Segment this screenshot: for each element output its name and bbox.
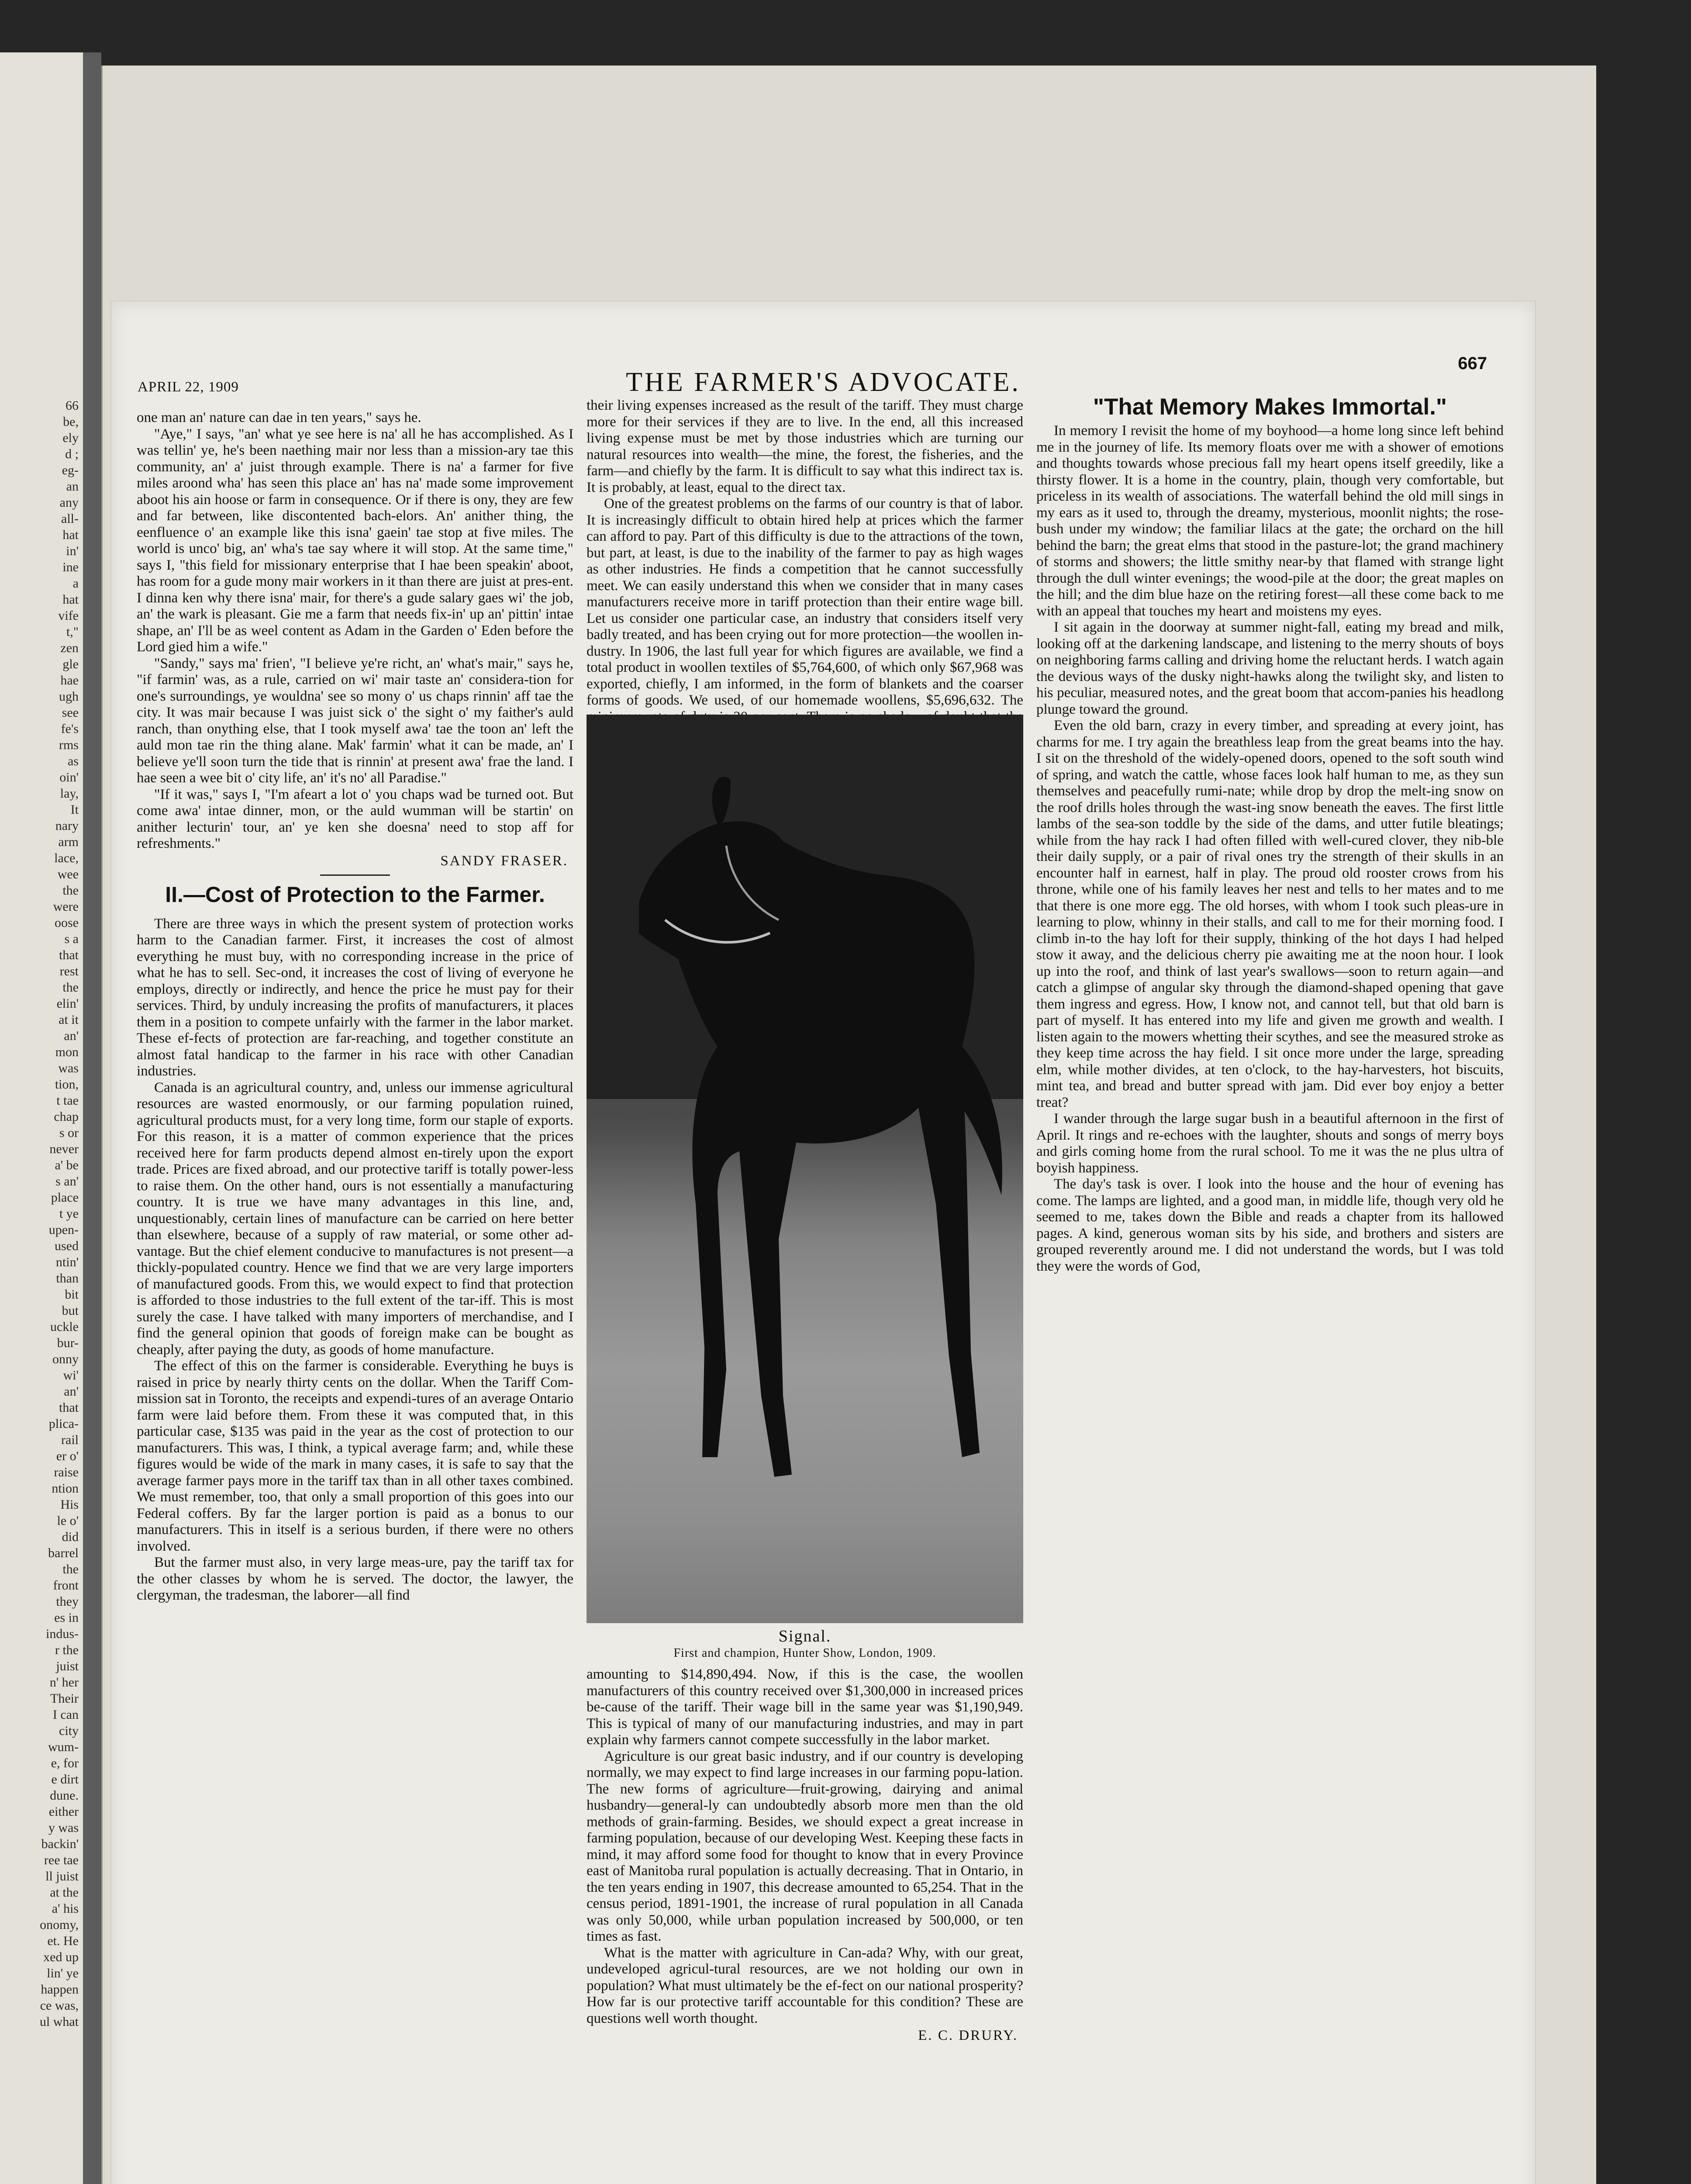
paragraph: amounting to $14,890,494. Now, if this is the case, the woollen manufacturers of this country received over $1,300,000 in increased prices be-cause of the tariff. Their wage bill in the same year was $1,190,949. This is typical of many of our manufacturing industries, and may in part explain why farmers cannot compete successfully in the labor market. [587, 1666, 1023, 1748]
horse-photograph [587, 715, 1023, 1623]
left-page-text-fragment: ntin' [55, 1255, 79, 1269]
left-page-text-fragment: see [62, 705, 79, 720]
left-page-text-fragment: either [48, 1804, 79, 1819]
left-page-text-fragment: all- [61, 511, 79, 526]
left-page-text-fragment: onomy, [40, 1918, 79, 1932]
paragraph: I wander through the large sugar bush in a beautiful afternoon in the first of April. It rings and re-echoes with the laughter, shouts and songs of merry boys and girls coming home from the rural school. To me it was the ne plus ultra of boyish happiness. [1036, 1111, 1504, 1176]
paragraph: Even the old barn, crazy in every timber, and spreading at every joint, has charms for me. I try again the breathless leap from the great beams into the hay. I sit on the threshold of the widely-opened doors, opened to the soft south wind of spring, and watch the cattle, whose faces look half human to me, as they sun themselves and peacefully rumi-nate; while drop by drop the melt-ing snow on the roof drills holes through the wast-ing snow beneath the eaves. The first little lambs of the sea-son toddle by the side of the dams, and utter futile bleatings; while from the hay rack I had often filled with well-cured clover, they nib-ble their daily supply, or a pair of rival ones try the strength of their skulls in an encounter half in earnest, half in play. The proud old rooster crows from his throne, while one of his family leaves her nest and tells to her mates and to me that there is one more egg. The old horses, with whom I took such pleas-ure in learning to plow, whinny in their stalls, and call to me for their morning food. I climb in-to the hay loft for their supply, thinking of the hot days I had helped stow it away, and the delicious cherry pie awaiting me at the noon hour. I look up into the roof, and think of last year's swallows—soon to return again—and catch a glimpse of angular sky through the diamond-shaped opening that gave them ingress and egress. How, I know not, and cannot tell, but that old barn is part of myself. It has entered into my life and given me growth and wealth. I listen again to the mowers whetting their scythes, and see the measured stroke as they keep time across the hay field. I sit once more under the large, spreading elm, while mother divides, at ten o'clock, to the hay-harvesters, hot biscuits, mint tea, and bread and butter spread with jam. Did ever boy enjoy a better treat? [1036, 718, 1504, 1110]
left-page-text-fragment: a' be [55, 1158, 79, 1172]
issue-date: APRIL 22, 1909 [138, 379, 239, 395]
left-page-text-fragment: were [53, 899, 79, 914]
left-page-text-fragment: the [62, 980, 79, 995]
left-page-text-fragment: wi' [63, 1368, 79, 1382]
left-page-text-fragment: rest [59, 964, 79, 978]
left-page-text-fragment: plica- [48, 1417, 79, 1431]
paragraph: One of the greatest problems on the farms of our country is that of labor. It is increasingly difficult to obtain hired help at prices which the farmer can afford to pay. Part of this difficulty is due to the attractions of the town, but part, at least, is due to the inability of the farmer to pay as high wages as other industries. He finds a competition that he cannot successfully meet. We can easily understand this when we consider that in many cases manufacturers receive more in tariff protection than their entire wage bill. Let us consider one particular case, an industry that considers itself very badly treated, and has been crying out for more protection—the woollen in-dustry. In 1906, the last full year for which figures are available, we find a total product in woollen textiles of $5,764,600, of which only $67,968 was exported, chiefly, I am informed, in the form of blankets and the coarser forms of goods. We used, of our homemade woollens, $5,696,632. The [587, 496, 1023, 708]
left-page-text-fragment: It [70, 802, 79, 817]
section-divider [320, 874, 390, 876]
publication-title: THE FARMER'S ADVOCATE. [626, 367, 1021, 397]
left-page-text-fragment: they [56, 1594, 79, 1609]
left-page-text-fragment: an' [64, 1029, 79, 1043]
left-page-text-fragment: ely [62, 431, 79, 445]
left-page-text-fragment: 66 [66, 398, 79, 413]
left-page-text-fragment: at it [59, 1013, 79, 1027]
left-page-text-fragment: e, for [51, 1756, 79, 1770]
author-signature: SANDY FRASER. [440, 853, 568, 869]
left-page-text-fragment: ine [62, 560, 79, 574]
left-page-text-fragment: that [59, 948, 79, 962]
left-page-text-fragment: backin' [41, 1837, 79, 1851]
left-page-text-fragment: arm [58, 835, 79, 849]
left-page-text-fragment: an' [64, 1384, 79, 1399]
left-page-text-fragment: n' her [49, 1675, 79, 1690]
left-page-text-fragment: His [60, 1497, 79, 1512]
paragraph: What is the matter with agriculture in Can-ada? Why, with our great, undeveloped agricul-tural resources, are we not holding our own in population? What must ultimately be the ef-fect on our national prosperity? How far is our protective tariff accountable for this condition? These are questions well worth thought. [587, 1945, 1023, 2026]
left-page-text-fragment: as [68, 754, 79, 768]
left-page-text-fragment: chap [54, 1109, 79, 1124]
left-page-text-fragment: at the [50, 1885, 79, 1900]
article-heading: "That Memory Makes Immortal." [1093, 394, 1447, 420]
left-page-text-fragment: xed up [43, 1950, 79, 1964]
left-page-text-fragment: elin' [56, 996, 79, 1011]
left-page-text-fragment: ugh [59, 689, 79, 704]
left-page-text-fragment: ce was, [40, 1998, 79, 2013]
left-page-text-fragment: any [59, 495, 79, 510]
left-page-text-fragment: wum- [48, 1740, 79, 1754]
left-page-text-fragment: hat [62, 528, 79, 542]
left-page-text-fragment: ntion [52, 1481, 79, 1496]
left-page-edge [0, 52, 83, 2184]
left-page-text-fragment: city [59, 1724, 79, 1738]
left-page-text-fragment: s or [59, 1126, 79, 1140]
left-page-text-fragment: t ye [59, 1206, 79, 1221]
left-page-text-fragment: onny [52, 1352, 79, 1366]
left-page-text-fragment: lace, [54, 851, 79, 865]
left-page-text-fragment: d ; [65, 447, 79, 461]
left-page-text-fragment: oin' [59, 770, 79, 784]
left-page-text-fragment: dune. [50, 1788, 79, 1803]
paragraph: Canada is an agricultural country, and, unless our immense agricultural resources are wasted enormously, or our farming population ruined, agricultural products must, for a very long time, form our staple of exports. For this reason, it is a matter of common experience that the prices received here for farm products depend almost en-tirely upon the export trade. Prices are fixed abroad, and our protective tariff is totally power-less to raise them. On the other hand, ours is not essentially a manufacturing country. It is true we have many advantages in this line, and, unquestionably, certain lines of manufacture can be carried on here better than elsewhere, because of a supply of raw material, or some other ad-vantage. But the chief element conducive to manufactures is not present—a thickly-populated country. Hence we find that we are very large importers of manufactured goods. From this, we would expect to find that protection is afforded to those industries to the full extent of the tar-iff. This is most surely the case. I have talked with many importers of merchandise, and I find the general opinion that goods of foreign make can be bought as cheaply, after paying the duty, as goods of home manufacture. [137, 1079, 573, 1358]
left-page-text-fragment: Their [50, 1691, 79, 1706]
column-middle-bottom [587, 1666, 1023, 2184]
left-page-text-fragment: s a [64, 932, 79, 946]
left-page-text-fragment: mon [55, 1045, 79, 1059]
left-page-text-fragment: hae [60, 673, 79, 688]
paragraph: In memory I revisit the home of my boyhood—a home long since left behind me in the journey of life. Its memory floats over me with a shower of emotions and thoughts towards whose precious fall my heart opens itself greedily, like a thirsty flower. It is a home in the country, plain, though very comfortable, but priceless in its wealth of associations. The waterfall behind the old mill sings in my ears as it used to, through the dreamy, mysterious, moonlit nights; the rose-bush under my window; the familiar lilacs at the gate; the orchard on the hill behind the barn; the great elms that stood in the pasture-lot; the grand machinery of storms and showers; the little smithy near-by that flamed with strange light through the dull winter evenings; the wood-pile at the door; the great maples on the hill; and the dim blue haze on the retiring forest—all these come back to me with an appeal that touches my heart and moistens my eyes. [1036, 423, 1504, 619]
left-page-text-fragment: bit [65, 1287, 79, 1302]
column-middle-top [587, 397, 1023, 710]
left-page-text-fragment: rms [59, 738, 79, 752]
paragraph: one man an' nature can dae in ten years," says he. [137, 410, 421, 425]
left-page-text-fragment: es in [54, 1610, 79, 1625]
left-page-text-fragment: upen- [48, 1223, 79, 1237]
left-page-text-fragment: rail [61, 1433, 79, 1447]
left-page-text-fragment: the [62, 883, 79, 898]
left-page-text-fragment: than [56, 1271, 79, 1286]
left-page-text-fragment: hat [62, 592, 79, 607]
paragraph: "If it was," says I, "I'm afeart a lot o' you chaps wad be turned oot. But come awa' intae dinner, mon, or the auld wumman will be startin' on anither lecturin' tour, an' ye ken she doesna' need to stop aff for refreshments." [137, 786, 573, 851]
left-page-text-fragment: oose [55, 916, 79, 930]
left-page-text-fragment: an [66, 479, 79, 494]
paragraph: There are three ways in which the present system of protection works harm to the Canadian farmer. First, it increases the cost of almost everything he must buy, with no corresponding increase in the price of what he has to sell. Sec-ond, it increases the cost of living of everyone he employs, directly or indirectly, and hence the price he must pay for their services. Third, by unduly increasing the profits of manufacturers, it places them in a position to compete unfairly with the farmer in the labor market. These ef-fects of protection are far-reaching, and together constitute an almost fatal handicap to the farmer in his race with other Canadian industries. [137, 916, 573, 1079]
left-page-text-fragment: did [62, 1530, 79, 1544]
left-page-text-fragment: was [58, 1061, 79, 1075]
left-page-text-fragment: that [59, 1400, 79, 1415]
left-page-text-fragment: be, [63, 415, 79, 429]
left-page-text-fragment: indus- [46, 1627, 79, 1641]
left-page-text-fragment: never [49, 1142, 79, 1156]
left-page-text-fragment: a [72, 576, 79, 591]
horse-illustration [587, 715, 1023, 1623]
left-page-text-fragment: le o' [57, 1514, 79, 1528]
paragraph: Agriculture is our great basic industry, and if our country is developing normally, we may expect to find large increases in our farming popu-lation. The new forms of agriculture—fruit-growing, dairying and animal husbandry—general-ly can undoubtedly absorb more men than the old methods of grain-farming. Besides, we should expect a great increase in farming population, because of our developing West. Keeping these facts in mind, it may afford some food for thought to know that in every Province east of Manitoba rural population is actually decreasing. That in Ontario, in the ten years ending in 1907, this decrease amounted to 65,254. That in the census period, 1891-1901, the increase of rural population in all Canada was only 50,000, while urban population increased by 500,000, or ten times as fast. [587, 1748, 1023, 1944]
left-page-text-fragment: front [53, 1578, 79, 1593]
column-right [1036, 394, 1504, 2184]
author-signature: E. C. DRURY. [918, 2028, 1018, 2043]
newspaper-page [111, 301, 1535, 2184]
left-page-text-fragment: ree tae [44, 1853, 79, 1867]
left-page-text-fragment: a' his [52, 1901, 79, 1916]
left-page-text-fragment: place [51, 1190, 79, 1205]
paragraph: The effect of this on the farmer is considerable. Everything he buys is raised in price by nearly thirty cents on the dollar. When the Tariff Com-mission sat in Toronto, the receipts and expendi-tures of an average Ontario farm were laid before them. From these it was computed that, in this particular case, $135 was paid in the year as the cost of protection to our manufacturers. This was, I think, a typical average farm; and, while these figures would be wide of the mark in many cases, it is safe to say that the average farmer pays more in the tariff tax than in all other taxes combined. We must remember, too, that only a small proportion of this goes into our Federal coffers. By far the larger portion is paid as a bonus to our manufacturers. This in itself is a serious burden, if there were no others involved. [137, 1358, 573, 1554]
left-page-text-fragment: I can [52, 1707, 79, 1722]
left-page-text-fragment: but [62, 1303, 79, 1318]
left-page-text-fragment: happen [41, 1982, 79, 1997]
left-page-text-fragment: uckle [50, 1320, 79, 1334]
left-page-text-fragment: barrel [48, 1546, 79, 1560]
paragraph: I sit again in the doorway at summer night-fall, eating my bread and milk, looking off at the darkening landscape, and listening to the merry shouts of boys on neighboring farms calling and driving home the reluctant herds. I watch again the devious ways of the dusky night-hawks along the twilight sky, and listen to his peculiar, measured notes, and the great boom that accom-panies his headlong plunge toward the ground. [1036, 619, 1504, 717]
left-page-text-fragment: wee [57, 867, 79, 881]
column-left [137, 410, 573, 2184]
left-page-text-fragment: ll juist [45, 1869, 79, 1883]
left-page-text-fragment: ul what [39, 2015, 79, 2029]
paragraph: The day's task is over. I look into the house and the hour of evening has come. The lamps are lighted, and a good man, in middle life, though very old he seemed to me, takes down the Bible and reads a chapter from its hallowed pages. A kind, generous woman sits by his side, and brothers and sisters are grouped reverently around me. I did not understand the words, but I was told they were the words of God, [1036, 1176, 1504, 1274]
photo-caption: First and champion, Hunter Show, London, 1909. [673, 1646, 936, 1660]
left-page-text-fragment: er o' [56, 1449, 79, 1463]
page-gutter [83, 52, 101, 2184]
paragraph: their living expenses increased as the result of the tariff. They must charge more for their services if they are to live. In the end, all this increased living expense must be met by those industries which are turning our natural resources into wealth—the mine, the forest, the fisheries, and the farm—and chiefly by the farm. It is difficult to say what this indirect tax is. It is probably, at least, equal to the direct tax. [587, 397, 1023, 495]
left-page-text-fragment: used [55, 1239, 79, 1253]
paragraph: But the farmer must also, in very large meas-ure, pay the tariff tax for the other classes by whom he is served. The doctor, the lawyer, the clergyman, the tradesman, the laborer—all find [137, 1555, 573, 1603]
left-page-text-fragment: lin' ye [47, 1966, 79, 1980]
photo-caption-title: Signal. [778, 1627, 832, 1645]
left-page-text-fragment: bur- [57, 1336, 79, 1350]
page-number: 667 [1458, 354, 1487, 373]
left-page-text-fragment: t," [66, 625, 79, 639]
paragraph: "Aye," I says, "an' what ye see here is na' all he has accomplished. As I was tellin' ye, he's been naething mair nor less than a mission-ary tae this community, an' a' juist through example. There is na' a farmer for five miles aroond wha' has seen this place an' has na' made some improvement aboot his ain hoose or farm in consequence. Or if there is ony, they are few and far between, like discontented bach-elors. An' anither thing, the eenfluence o' an example like this isna' gaein' tae stop at five miles. The world is unco' big, an' wha's tae say where it will stop. At the same time," says I, "this field for missionary enterprise that I hae been speakin' aboot, has room for a gude mony mair workers in it than there are juist at pres-ent. I dinna ken why there isna' mair, for there's a gude salary gaes wi' the job, an' the wark is pleasant. Gie me a farm that needs fix-in' up an' pittin' intae shape, an' I'll be as weel content as Adam in the Garden o' Eden before the Lord gied him a wife." [137, 426, 573, 655]
left-page-text-fragment: juist [56, 1659, 79, 1673]
paragraph: "Sandy," says ma' frien', "I believe ye're richt, an' what's mair," says he, "if farmin' was, as a rule, carried on wi' mair taste an' considera-tion for one's surroundings, ye wouldna' see so mony o' us chaps rinnin' aff tae the city. It was mair because I was juist sick o' the sight o' my faither's auld ranch, than onything else, that I took myself awa' tae the toon an' left the auld mon tae rin the thing alane. Mak' farmin' what it can be made, an' I believe ye'll soon turn the tide that is rinnin' at present awa' frae the land. I hae seen a wee bit o' city life, an' it's no' all Paradise." [137, 655, 573, 786]
left-page-text-fragment: tion, [55, 1077, 79, 1092]
left-page-text-fragment: fe's [61, 722, 79, 736]
left-page-text-fragment: the [62, 1562, 79, 1576]
left-page-text-fragment: nary [55, 819, 79, 833]
left-page-text-fragment: eg- [62, 463, 79, 477]
article-heading: II.—Cost of Protection to the Farmer. [165, 882, 545, 907]
left-page-text-fragment: lay, [60, 786, 79, 801]
left-page-text-fragment: s an' [55, 1174, 79, 1189]
left-page-text-fragment: gle [62, 657, 79, 671]
left-page-text-fragment: zen [60, 641, 79, 655]
left-page-text-fragment: y was [48, 1821, 79, 1835]
left-page-text-fragment: r the [55, 1643, 79, 1657]
left-page-text-fragment: raise [54, 1465, 79, 1479]
left-page-text-fragment: t tae [56, 1093, 79, 1108]
left-page-text-fragment: et. He [47, 1934, 79, 1948]
left-page-text-fragment: in' [66, 544, 79, 558]
left-page-text-fragment: vife [58, 608, 79, 623]
left-page-text-fragment: e dirt [51, 1772, 79, 1787]
